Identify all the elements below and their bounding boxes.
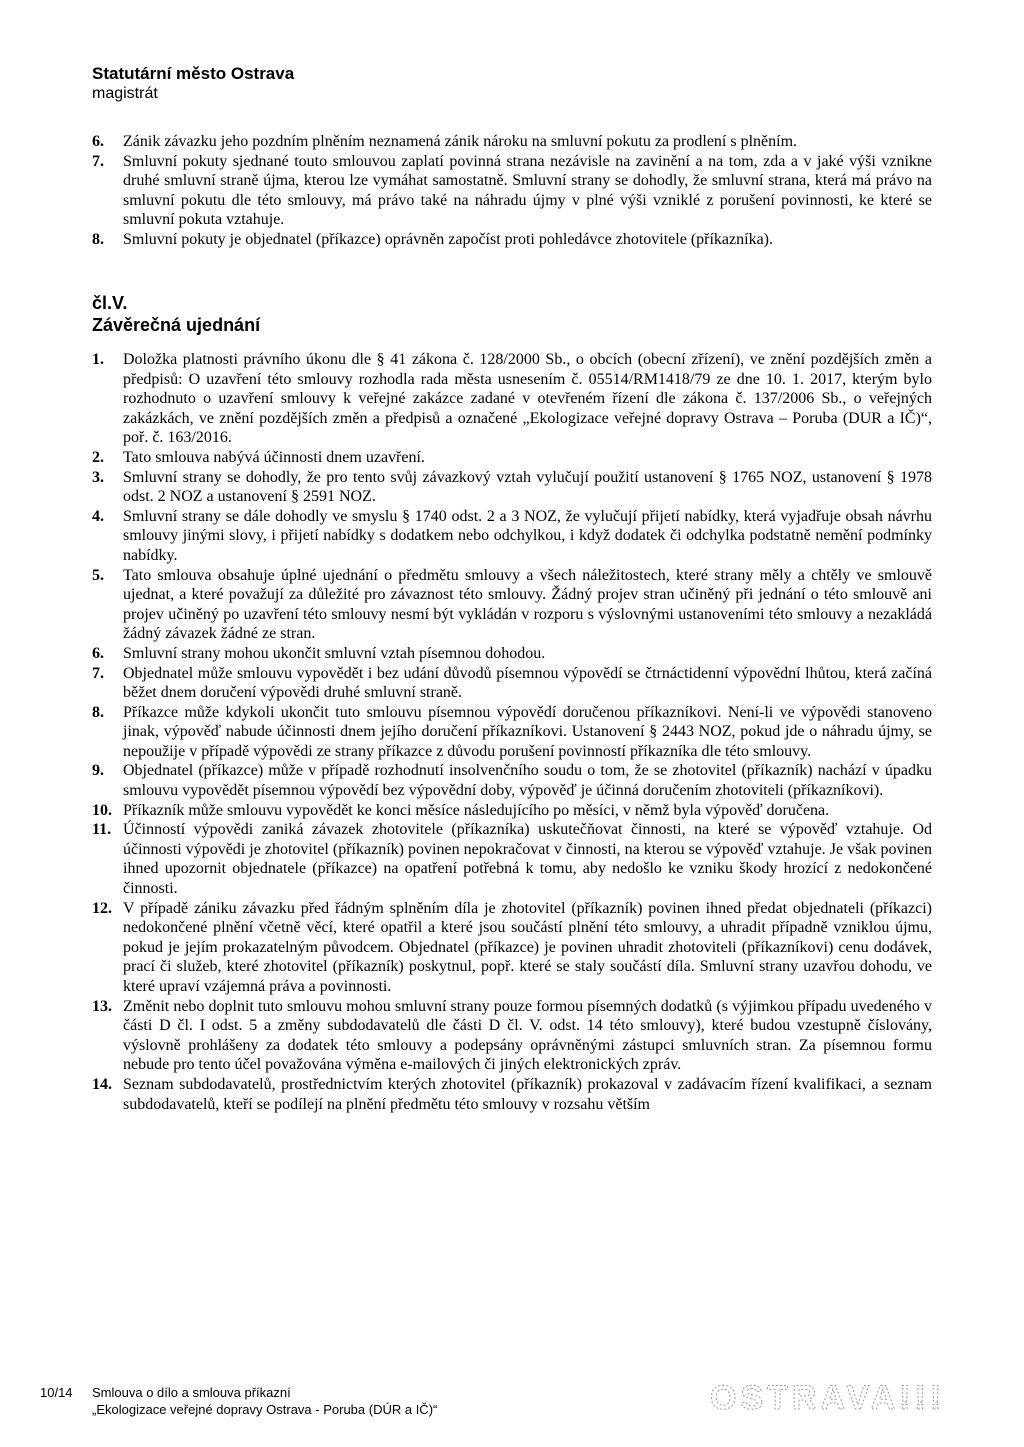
clause-item xyxy=(92,899,932,997)
clause-number: 7. xyxy=(92,664,104,682)
final-clause-list xyxy=(92,350,932,1114)
clause-item xyxy=(92,644,932,664)
clause-text: Objednatel (příkazce) může v případě rozhodnutí insolvenčního soudu o tom, že se zhotovitel (příkazník) nachází v úpadku smlouvu vypovědět písemnou výpovědí bez výpovědní doby, výpověď je účinná doručením zhotoviteli (příkazníkovi). xyxy=(123,762,932,800)
clause-item xyxy=(92,703,932,762)
clause-number: 5. xyxy=(92,566,104,584)
clause-text: Seznam subdodavatelů, prostřednictvím kterých zhotovitel (příkazník) prokazoval v zadávacím řízení kvalifikaci, a seznam subdodavatelů, kteří se podílejí na plnění předmětu této smlouvy v rozsahu větším xyxy=(123,1075,932,1113)
clause-item xyxy=(92,507,932,566)
clause-text: Účinností výpovědi zaniká závazek zhotovitele (příkazníka) uskutečňovat činnosti, na které se výpověď vztahuje. Od účinnosti výpovědi je zhotovitel (příkazník) povinen nepokračovat v činnosti, na kterou se výpověď vztahuje. Je však povinen ihned upozornit objednatele (příkazce) na opatření potřebná k tomu, aby nedošlo ke vzniku škody hrozící z nedokončené činnosti. xyxy=(123,821,932,898)
clause-text: Smluvní strany se dále dohodly ve smyslu § 1740 odst. 2 a 3 NOZ, že vylučují přijetí nabídky, která vyjadřuje obsah návrhu smlouvy jinými slovy, i přijetí nabídky s dodatkem nebo odchylkou, i když dodatek či odchylka podstatně nemění podmínky nabídky. xyxy=(123,507,932,564)
clause-number: 3. xyxy=(92,468,104,486)
clause-number: 11. xyxy=(92,821,112,839)
department-name: magistrát xyxy=(92,85,158,102)
clause-item xyxy=(92,132,932,152)
clause-number: 9. xyxy=(92,762,104,780)
clause-text: Zánik závazku jeho pozdním plněním neznamená zánik nároku na smluvní pokutu za prodlení s plněním. xyxy=(123,133,798,150)
clause-number: 2. xyxy=(92,448,104,466)
clause-item xyxy=(92,230,932,250)
clause-number: 7. xyxy=(92,152,104,170)
document-title-line: „Ekologizace veřejné dopravy Ostrava - Poruba (DÚR a IČ)“ xyxy=(92,1402,438,1417)
clause-text: Tato smlouva nabývá účinnosti dnem uzavření. xyxy=(123,448,425,466)
clause-item xyxy=(92,664,932,703)
clause-item xyxy=(92,801,932,821)
clause-number: 14. xyxy=(92,1075,112,1093)
clause-item xyxy=(92,997,932,1075)
page-header xyxy=(92,63,294,104)
document-title-line: Smlouva o dílo a smlouva příkazní xyxy=(92,1385,291,1400)
clause-text: Tato smlouva obsahuje úplné ujednání o předmětu smlouvy a všech náležitostech, které strany měly a chtěly ve smlouvě ujednat, a které považují za důležité pro závaznost této smlouvy. Žádný projev stran učiněný při jednání o této smlouvě ani projev učiněný po uzavření této smlouvy nesmí být vykládán v rozporu s výslovnými ustanoveními této smlouvy a nezakládá žádný závazek žádné ze stran. xyxy=(123,566,932,643)
article-title: Závěrečná ujednání xyxy=(92,315,261,335)
article-heading xyxy=(92,292,260,336)
clause-item xyxy=(92,1075,932,1114)
clause-text: Změnit nebo doplnit tuto smlouvu mohou smluvní strany pouze formou písemných dodatků (s výjimkou případu uvedeného v části D čl. I odst. 5 a změny subdodavatelů dle části D čl. V. odst. 14 této smlouvy), které budou vzestupně číslovány, výslovně prohlášeny za dodatek této smlouvy a podepsány oprávněnými zástupci smluvních stran. Za písemnou formu nebude pro tento účel považována výměna e-mailových či jiných elektronických zpráv. xyxy=(123,997,932,1074)
clause-item xyxy=(92,448,932,468)
clause-item xyxy=(92,468,932,507)
clause-number: 1. xyxy=(92,351,104,368)
clause-number: 13. xyxy=(92,997,112,1015)
clause-item xyxy=(92,566,932,644)
document-title xyxy=(92,1384,437,1418)
clause-number: 8. xyxy=(92,230,104,248)
clause-number: 8. xyxy=(92,703,104,721)
ostrava-logo xyxy=(710,1376,970,1416)
clause-number: 10. xyxy=(92,801,112,819)
clause-number: 6. xyxy=(92,644,104,662)
clause-number: 12. xyxy=(92,899,112,917)
clause-text: Objednatel může smlouvu vypovědět i bez udání důvodů písemnou výpovědí se čtrnáctidenní výpovědní lhůtou, která začíná běžet dnem doručení výpovědi druhé smluvní straně. xyxy=(123,664,932,702)
clause-text: Smluvní pokuty je objednatel (příkazce) oprávněn započíst proti pohledávce zhotovitele (příkazníka). xyxy=(123,230,773,248)
clause-item xyxy=(92,761,932,800)
logo-text: OSTRAVA!!! xyxy=(710,1379,946,1416)
clause-text: Smluvní strany mohou ukončit smluvní vztah písemnou dohodou. xyxy=(123,644,546,662)
page-number: 10/14 xyxy=(40,1385,73,1400)
clause-item xyxy=(92,820,932,898)
organization-name: Statutární město Ostrava xyxy=(92,64,295,83)
top-clause-list xyxy=(92,132,932,250)
clause-number: 6. xyxy=(92,133,104,150)
clause-text: Smluvní pokuty sjednané touto smlouvou zaplatí povinná strana nezávisle na zavinění a na tom, zda a v jaké výši vznikne druhé smluvní straně újma, kterou lze vymáhat samostatně. Smluvní strany se dohodly, že smluvní strana, která má právo na smluvní pokutu dle této smlouvy, má právo také na náhradu újmy v plné výši vzniklé z porušení povinnosti, ke které se smluvní pokuta vztahuje. xyxy=(123,152,932,229)
clause-text: V případě zániku závazku před řádným splněním díla je zhotovitel (příkazník) povinen ihned předat objednateli (příkazci) nedokončené plnění včetně věcí, které opatřil a které jsou součástí plnění této smlouvy, a uhradit případně vzniklou újmu, pokud je jejím prokazatelným původcem. Objednatel (příkazce) je povinen uhradit zhotoviteli (příkazníkovi) cenu dodávek, prací či služeb, které zhotovitel (příkazník) poskytnul, popř. které se staly součástí díla. Smluvní strany uzavřou dohodu, ve které upraví vzájemná práva a povinnosti. xyxy=(123,899,932,995)
clause-item xyxy=(92,350,932,448)
clause-text: Příkazce může kdykoli ukončit tuto smlouvu písemnou výpovědí doručenou příkazníkovi. Není-li ve výpovědi stanoveno jinak, výpověď nabude účinnosti dnem jejího doručení příkazníkovi. Ustanovení § 2443 NOZ, pokud jde o náhradu újmy, se nepoužije v případě výpovědi ze strany příkazce z důvodu porušení povinností příkazníka dle této smlouvy. xyxy=(123,703,932,760)
clause-text: Příkazník může smlouvu vypovědět ke konci měsíce následujícího po měsíci, v němž byla výpověď doručena. xyxy=(123,801,830,819)
article-number: čl.V. xyxy=(92,293,128,313)
clause-number: 4. xyxy=(92,507,104,525)
clause-item xyxy=(92,152,932,230)
clause-text: Doložka platnosti právního úkonu dle § 41 zákona č. 128/2000 Sb., o obcích (obecní zřízení), ve znění pozdějších změn a předpisů: O uzavření této smlouvy rozhodla rada města usnesením č. 05514/RM1418/79 ze dne 10. 1. 2017, kterým bylo rozhodnuto o uzavření smlouvy k veřejné zakázce zadané v otevřeném řízení dle zákona č. 137/2006 Sb., o veřejných zakázkách, ve znění pozdějších změn a předpisů a označené „Ekologizace veřejné dopravy Ostrava – Poruba (DUR a IČ)“, poř. č. 163/2016. xyxy=(123,351,932,447)
clause-text: Smluvní strany se dohodly, že pro tento svůj závazkový vztah vylučují použití ustanovení § 1765 NOZ, ustanovení § 1978 odst. 2 NOZ a ustanovení § 2591 NOZ. xyxy=(123,468,932,506)
